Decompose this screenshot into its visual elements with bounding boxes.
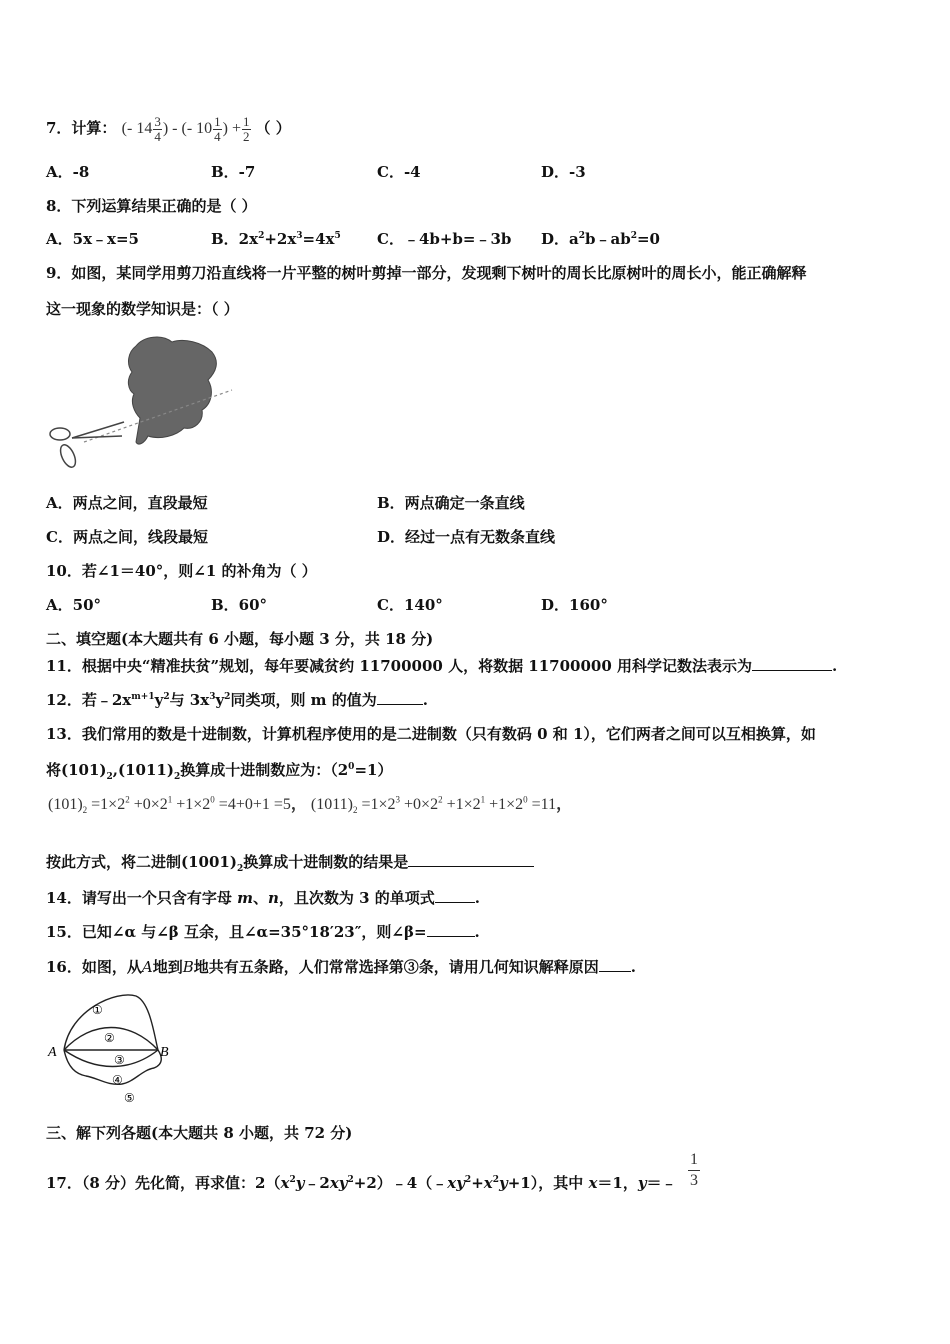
- q7-frac-a: $\frac{3}{4}$: [154, 114, 161, 144]
- q14-answer-blank[interactable]: [435, 888, 475, 903]
- q13-stem-line1: 13．我们常用的数是十进制数，计算机程序使用的是二进制数（只有数码 0 和 1），它们两者之间可以互相换算，如: [46, 725, 816, 743]
- q10-option-a: A．50°: [46, 596, 102, 614]
- q10-option-d: D．160°: [541, 596, 608, 614]
- scissors-handle-bottom: [57, 443, 78, 470]
- scissors-handle-top: [50, 428, 70, 440]
- q8-stem: 8．下列运算结果正确的是（ ）: [46, 197, 257, 215]
- question-17: 17．（8 分）先化简，再求值：$2(x^2y﹣2xy^2+2)﹣4(﹣xy^2+x^2y+1)$，其中 x＝1，y＝﹣: [46, 1174, 677, 1192]
- road-4: [64, 1050, 158, 1067]
- question-15: 15．已知∠α 与∠β 互余，且∠α=35°18′23″，则∠β= .: [46, 923, 480, 941]
- q9-stem-line1: 9．如图，某同学用剪刀沿直线将一片平整的树叶剪掉一部分，发现剩下树叶的周长比原树叶的周长小，能正确解释: [46, 264, 807, 282]
- q10-option-b: B．60°: [211, 596, 268, 614]
- question-7: [46, 115, 291, 144]
- q11-answer-blank[interactable]: [752, 656, 832, 671]
- five-roads-figure: [46, 990, 186, 1108]
- leaf-shape: [128, 337, 216, 444]
- q13-stem-line2: 将$(101)_2,(1011)_2$换算成十进制数应为：$(2^0=1)$: [46, 761, 393, 782]
- q13-eq2: $(1011)_2 =1\times 2^3 +0\times 2^2 +1\times 2^1 +1\times 2^0 =11$: [310, 794, 557, 816]
- label-road-1: ①: [92, 1003, 103, 1017]
- q12-answer-blank[interactable]: [377, 690, 423, 705]
- q7-option-d: D．-3: [541, 163, 586, 181]
- q7-expression: (- 14 $\frac{3}{4}$ ) - (- 10 $\frac{1}{4}$ ) + $\frac{1}{2}$: [121, 114, 250, 144]
- label-road-3: ③: [114, 1053, 125, 1067]
- q9-option-c: C．两点之间，线段最短: [46, 528, 208, 546]
- q8-option-b: B．$2x^2+2x^3=4x^5$: [211, 230, 341, 248]
- q8-option-a: A．5x﹣x=5: [46, 230, 139, 248]
- question-16: 16．如图，从A地到B地共有五条路，人们常常选择第③条，请用几何知识解释原因 .: [46, 958, 637, 976]
- label-a: A: [48, 1045, 57, 1060]
- q7-frac-b: $\frac{1}{4}$: [214, 114, 221, 144]
- q10-option-c: C．140°: [377, 596, 443, 614]
- q15-answer-blank[interactable]: [427, 922, 475, 937]
- q13-answer-blank[interactable]: [408, 852, 534, 867]
- q17-fraction: 1 3: [690, 1151, 698, 1189]
- q10-stem: 10．若∠1＝40°，则∠1 的补角为（ ）: [46, 562, 317, 580]
- q9-option-b: B．两点确定一条直线: [377, 494, 525, 512]
- label-b: B: [160, 1045, 169, 1060]
- q7-option-a: A．-8: [46, 163, 90, 181]
- q8-option-d: D．$a^2b﹣ab^2=0$: [541, 230, 660, 248]
- q7-paren: （ ）: [255, 119, 291, 138]
- label-road-4: ④: [112, 1073, 123, 1087]
- label-road-5: ⑤: [124, 1091, 135, 1105]
- q7-option-b: B．-7: [211, 163, 256, 181]
- q16-answer-blank[interactable]: [599, 957, 631, 972]
- question-11: 11．根据中央“精准扶贫”规划，每年要减贫约 11700000 人，将数据 11700000 用科学记数法表示为 .: [46, 657, 838, 675]
- q7-option-c: C．-4: [377, 163, 421, 181]
- q13-eq1: $(101)_2 =1\times 2^2 +0\times 2^1 +1\times 2^0 =4+0+1 =5$: [48, 794, 291, 816]
- section-3-heading: 三、解下列各题(本大题共 8 小题，共 72 分): [46, 1124, 353, 1142]
- q9-option-d: D．经过一点有无数条直线: [377, 528, 556, 546]
- leaf-scissors-figure: [44, 332, 244, 474]
- question-12: 12．若$﹣2x^{m+1}y^2$与 $3x^3y^2$同类项，则 m 的值为 .: [46, 691, 428, 709]
- label-road-2: ②: [104, 1031, 115, 1045]
- q9-stem-line2: 这一现象的数学知识是：（ ）: [46, 300, 239, 318]
- q7-frac-c: $\frac{1}{2}$: [243, 114, 250, 144]
- q8-option-c: C．﹣4b+b=﹣3b: [377, 230, 512, 248]
- q9-option-a: A．两点之间，直段最短: [46, 494, 208, 512]
- question-14: 14．请写出一个只含有字母 m、n，且次数为 3 的单项式 .: [46, 889, 481, 907]
- q7-label: 7．计算：: [46, 119, 117, 138]
- q13-binary-equations: $(101)_2 =1\times 2^2 +0\times 2^1 +1\times 2^0 =4+0+1 =5$， $(1011)_2 =1\times 2^3 +0\times 2^2 +1\times 2^1 +1\times 2^0 =11$，: [48, 794, 573, 816]
- q13-stem-line3: 按此方式，将二进制$(1001)_2$换算成十进制数的结果是: [46, 852, 534, 871]
- section-2-heading: 二、填空题(本大题共有 6 小题，每小题 3 分，共 18 分): [46, 630, 434, 648]
